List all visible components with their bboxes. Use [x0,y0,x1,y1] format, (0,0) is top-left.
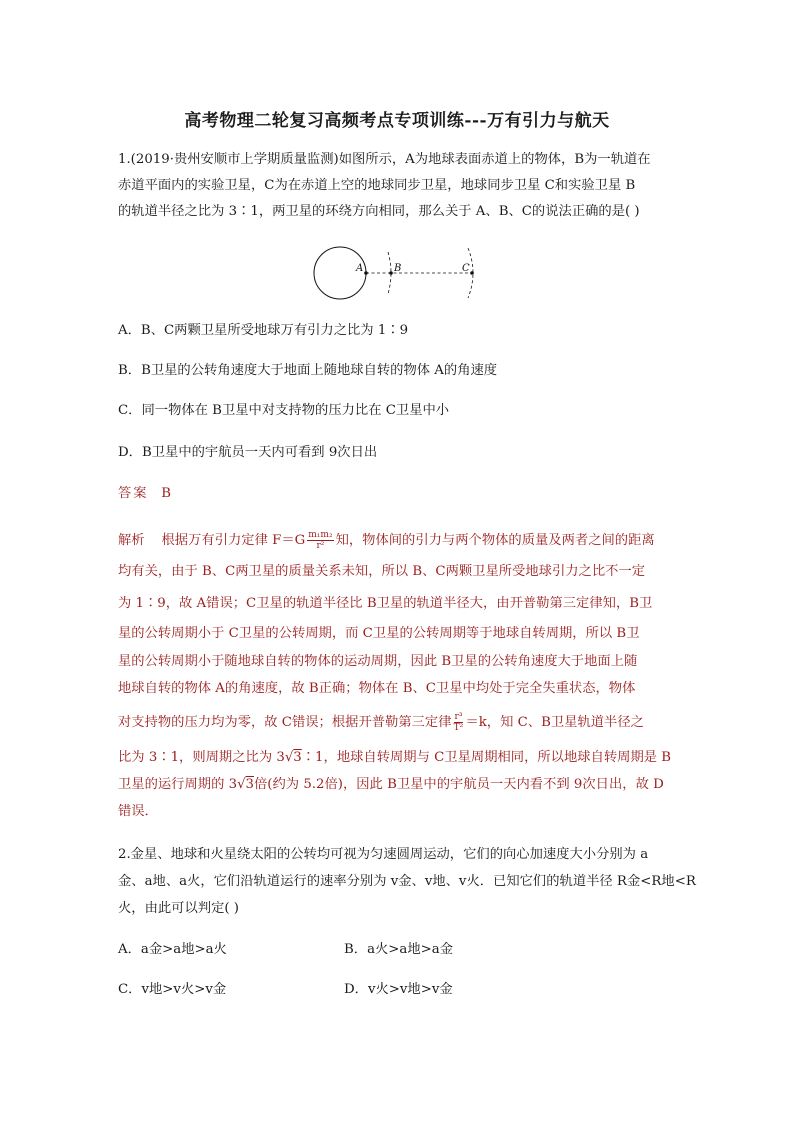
answer-label: 答案 [118,486,149,501]
q2-stem-line-1: 2.金星、地球和火星绕太阳的公转均可视为匀速圆周运动，它们的向心加速度大小分别为 a [118,847,649,862]
q1-option-c: C．同一物体在 B卫星中对支持物的压力比在 C卫星中小 [118,403,450,418]
analysis-line-4: 星的公转周期小于 C卫星的公转周期，而 C卫星的公转周期等于地球自转周期，所以 B卫 [118,626,640,641]
analysis-line-5: 星的公转周期小于随地球自转的物体的运动周期，因此 B卫星的公转角速度大于地面上随 [118,654,638,669]
frac1-numerator: m₁m₂ [308,530,333,540]
analysis-line-6: 地球自转的物体 A的角速度，故 B正确；物体在 B、C卫星中均处于完全失重状态，物体 [118,681,636,696]
q1-stem-line-2: 赤道平面内的实验卫星，C为在赤道上空的地球同步卫星，地球同步卫星 C和实验卫星 B [118,178,636,193]
analysis-l1a: 根据万有引力定律 F＝G [161,533,306,548]
q2-option-d: D．v火>v地>v金 [344,982,453,997]
analysis-l8a: 比为 3∶1，则周期之比为 3 [118,750,285,765]
analysis-l8b: ∶1，地球自转周期与 C卫星周期相同，所以地球自转周期是 B [301,750,672,765]
formula-gravity-fraction [307,530,333,551]
analysis-l9b: 倍(约为 5.2倍)，因此 B卫星中的宇航员一天内看不到 9次日出，故 D [254,777,664,792]
q1-option-a: A．B、C两颗卫星所受地球万有引力之比为 1∶9 [118,323,409,338]
analysis-line-3: 为 1∶9，故 A错误；C卫星的轨道半径比 B卫星的轨道半径大，由开普勒第三定律知，B卫 [118,596,653,611]
q1-stem-line-1: 1.(2019·贵州安顺市上学期质量监测)如图所示，A为地球表面赤道上的物体，B为一轨道在 [118,152,651,167]
analysis-line-1 [118,530,678,551]
q2-option-b: B．a火>a地>a金 [344,942,454,957]
frac2-numerator: r³ [454,712,463,722]
frac2-denominator: T² [453,723,464,733]
label-a: A [356,263,364,274]
orbit-diagram [308,246,488,302]
point-a [364,271,368,275]
analysis-line-8: 比为 3∶1，则周期之比为 3√3∶1，地球自转周期与 C卫星周期相同，所以地球自转周期是 B [118,750,672,765]
q1-answer [118,484,678,504]
label-c: C [462,263,470,274]
q1-option-b: B．B卫星的公转角速度大于地面上随地球自转的物体 A的角速度 [118,363,498,378]
analysis-l9a: 卫星的运行周期的 3 [118,777,238,792]
analysis-line-7 [118,712,678,733]
analysis-label: 解析 [118,533,145,548]
q2-stem-line-3: 火，由此可以判定( ) [118,901,239,916]
label-b: B [394,263,402,274]
analysis-l7b: ＝k，知 C、B卫星轨道半径之 [465,715,644,730]
sqrt-radicand-1: 3 [293,750,302,765]
answer-value: B [161,486,172,501]
sqrt-radicand-2: 3 [245,777,255,792]
formula-kepler-fraction [454,712,464,733]
analysis-line-2: 均有关，由于 B、C两卫星的质量关系未知，所以 B、C两颗卫星所受地球引力之比不一定 [118,564,646,579]
q2-stem-line-2: 金、a地、a火，它们沿轨道运行的速率分别为 v金、v地、v火．已知它们的轨道半径 R金<R地<R [118,874,696,889]
analysis-line-10: 错误． [118,804,158,819]
page-title: 高考物理二轮复习高频考点专项训练---万有引力与航天 [184,111,610,131]
q1-option-d: D．B卫星中的宇航员一天内可看到 9次日出 [118,445,378,460]
q1-stem-line-3: 的轨道半径之比为 3∶1，两卫星的环绕方向相同，那么关于 A、B、C的说法正确的是( ) [118,204,640,219]
analysis-line-9: 卫星的运行周期的 3√3倍(约为 5.2倍)，因此 B卫星中的宇航员一天内看不到 9次日出，故 D [118,777,664,792]
analysis-l7a: 对支持物的压力均为零，故 C错误；根据开普勒第三定律 [118,715,452,730]
analysis-l1b: 知，物体间的引力与两个物体的质量及两者之间的距离 [335,533,655,548]
q2-option-c: C．v地>v火>v金 [118,982,227,997]
frac1-denominator: r² [316,541,325,551]
q2-option-a: A．a金>a地>a火 [118,942,227,957]
